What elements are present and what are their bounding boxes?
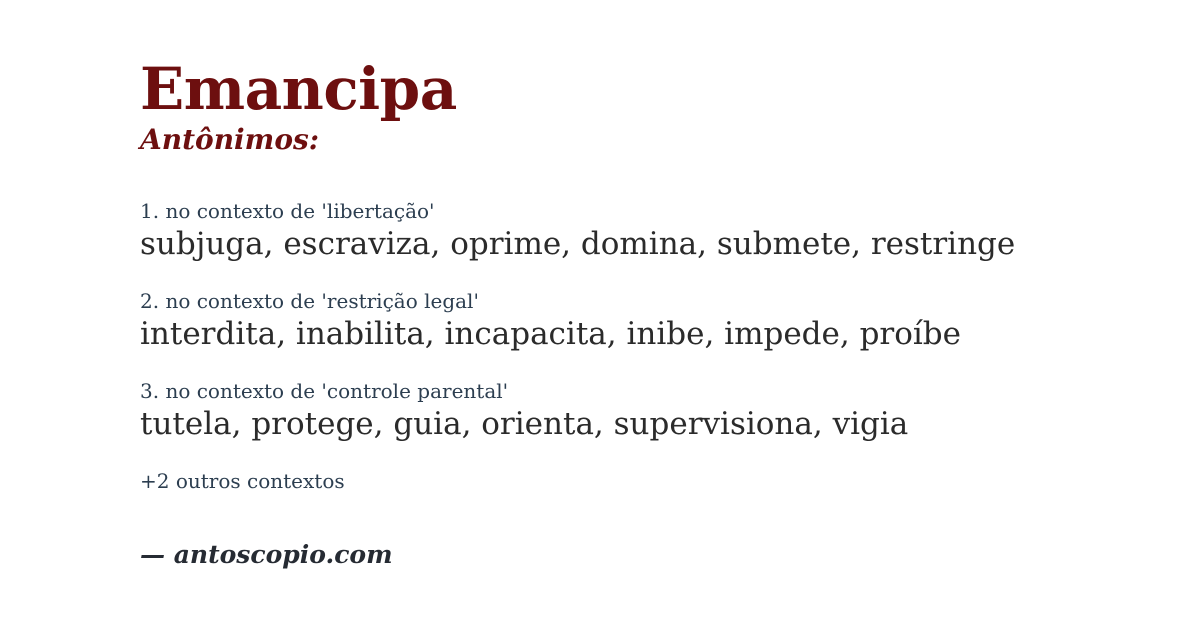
entry-context-label: 1. no contexto de 'libertação' bbox=[140, 199, 435, 224]
more-contexts-note: +2 outros contextos bbox=[140, 468, 345, 493]
antonym-entry-1 bbox=[140, 198, 1140, 266]
antonym-entry-3 bbox=[140, 378, 1140, 446]
antonym-entries bbox=[140, 198, 1140, 446]
entry-antonyms-list: tutela, protege, guia, orienta, supervisiona, vigia bbox=[140, 405, 909, 442]
antonym-entry-2 bbox=[140, 288, 1140, 356]
entry-antonyms-list: subjuga, escraviza, oprime, domina, submete, restringe bbox=[140, 226, 1016, 263]
entry-antonyms-list: interdita, inabilita, incapacita, inibe, impede, proíbe bbox=[140, 316, 962, 353]
antonyms-subtitle: Antônimos: bbox=[140, 122, 320, 156]
site-attribution: — antoscopio.com bbox=[140, 539, 393, 569]
entry-context-label: 2. no contexto de 'restrição legal' bbox=[140, 289, 479, 314]
page-title: Emancipa bbox=[140, 55, 457, 123]
entry-context-label: 3. no contexto de 'controle parental' bbox=[140, 378, 509, 403]
